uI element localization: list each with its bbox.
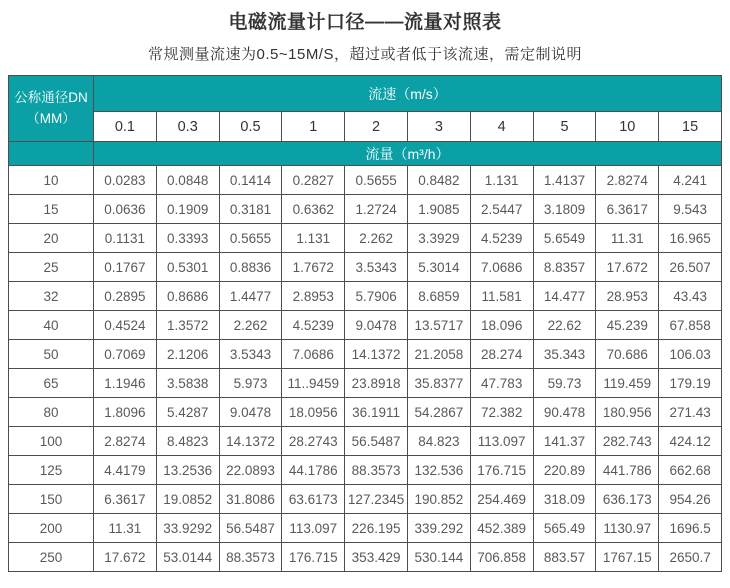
flow-value-cell: 179.19: [659, 369, 722, 398]
flow-value-cell: 530.144: [407, 543, 470, 572]
flow-value-cell: 119.459: [596, 369, 659, 398]
table-row: [9, 543, 722, 572]
flow-group-header-row: [9, 142, 722, 166]
table-row: [9, 485, 722, 514]
table-row: [9, 253, 722, 282]
flow-value-cell: 2650.7: [659, 543, 722, 572]
flow-value-cell: 0.0636: [94, 195, 157, 224]
dn-cell: 32: [9, 282, 94, 311]
flow-value-cell: 9.0478: [219, 398, 282, 427]
flow-value-cell: 3.5838: [156, 369, 219, 398]
flow-value-cell: 113.097: [470, 427, 533, 456]
flow-value-cell: 0.0283: [94, 166, 157, 195]
flow-value-cell: 180.956: [596, 398, 659, 427]
flow-value-cell: 0.1909: [156, 195, 219, 224]
flow-value-cell: 220.89: [533, 456, 596, 485]
flow-value-cell: 21.2058: [407, 340, 470, 369]
flow-value-cell: 11.31: [596, 224, 659, 253]
flow-value-cell: 17.672: [596, 253, 659, 282]
flow-value-cell: 1.4137: [533, 166, 596, 195]
flow-value-cell: 176.715: [470, 456, 533, 485]
flow-value-cell: 84.823: [407, 427, 470, 456]
flow-value-cell: 1.4477: [219, 282, 282, 311]
flow-value-cell: 4.5239: [470, 224, 533, 253]
flow-value-cell: 0.6362: [282, 195, 345, 224]
flow-value-cell: 8.4823: [156, 427, 219, 456]
velocity-group-header-row: [9, 76, 722, 112]
flow-value-cell: 13.2536: [156, 456, 219, 485]
flow-value-cell: 4.5239: [282, 311, 345, 340]
velocity-value-cell: 10: [596, 112, 659, 142]
flow-value-cell: 254.469: [470, 485, 533, 514]
flow-value-cell: 2.5447: [470, 195, 533, 224]
flow-value-cell: 0.8482: [407, 166, 470, 195]
flow-rate-table: [8, 75, 722, 572]
flow-header-spacer: [9, 142, 94, 166]
flow-value-cell: 662.68: [659, 456, 722, 485]
flow-value-cell: 22.62: [533, 311, 596, 340]
flow-value-cell: 1.9085: [407, 195, 470, 224]
flow-value-cell: 2.262: [345, 224, 408, 253]
flow-value-cell: 106.03: [659, 340, 722, 369]
flow-value-cell: 6.3617: [94, 485, 157, 514]
flow-value-cell: 0.3181: [219, 195, 282, 224]
flow-value-cell: 0.2895: [94, 282, 157, 311]
velocity-value-cell: 3: [407, 112, 470, 142]
flow-value-cell: 44.1786: [282, 456, 345, 485]
velocity-value-cell: 4: [470, 112, 533, 142]
flow-value-cell: 2.262: [219, 311, 282, 340]
flow-value-cell: 1767.15: [596, 543, 659, 572]
velocity-value-cell: 0.5: [219, 112, 282, 142]
dn-cell: 80: [9, 398, 94, 427]
flow-value-cell: 5.4287: [156, 398, 219, 427]
page-title: 电磁流量计口径——流量对照表: [228, 12, 502, 33]
dn-cell: 25: [9, 253, 94, 282]
flow-value-cell: 1.8096: [94, 398, 157, 427]
flow-value-cell: 1.131: [282, 224, 345, 253]
flow-value-cell: 441.786: [596, 456, 659, 485]
flow-value-cell: 271.43: [659, 398, 722, 427]
flow-value-cell: 0.1767: [94, 253, 157, 282]
flow-value-cell: 16.965: [659, 224, 722, 253]
flow-value-cell: 56.5487: [219, 514, 282, 543]
flow-value-cell: 452.389: [470, 514, 533, 543]
flow-value-cell: 14.1372: [345, 340, 408, 369]
page-header: [0, 0, 730, 64]
flow-value-cell: 176.715: [282, 543, 345, 572]
flow-value-cell: 706.858: [470, 543, 533, 572]
dn-cell: 15: [9, 195, 94, 224]
velocity-value-cell: 5: [533, 112, 596, 142]
flow-value-cell: 43.43: [659, 282, 722, 311]
flow-value-cell: 22.0893: [219, 456, 282, 485]
flow-value-cell: 318.09: [533, 485, 596, 514]
velocity-value-cell: 0.1: [94, 112, 157, 142]
flow-value-cell: 3.5343: [345, 253, 408, 282]
corner-header-dn: [9, 76, 94, 142]
flow-value-cell: 53.0144: [156, 543, 219, 572]
flow-value-cell: 3.5343: [219, 340, 282, 369]
dn-cell: 10: [9, 166, 94, 195]
flow-value-cell: 11.31: [94, 514, 157, 543]
table-body: [9, 166, 722, 572]
flow-value-cell: 35.8377: [407, 369, 470, 398]
flow-value-cell: 28.2743: [282, 427, 345, 456]
dn-cell: 40: [9, 311, 94, 340]
flow-value-cell: 0.4524: [94, 311, 157, 340]
flow-value-cell: 3.1809: [533, 195, 596, 224]
page-subtitle: 常规测量流速为0.5~15M/S，超过或者低于该流速，需定制说明: [148, 46, 582, 63]
flow-value-cell: 5.973: [219, 369, 282, 398]
flow-value-cell: 9.543: [659, 195, 722, 224]
flow-value-cell: 113.097: [282, 514, 345, 543]
dn-cell: 125: [9, 456, 94, 485]
flow-value-cell: 14.477: [533, 282, 596, 311]
flow-value-cell: 0.2827: [282, 166, 345, 195]
flow-value-cell: 11.581: [470, 282, 533, 311]
flow-value-cell: 0.8686: [156, 282, 219, 311]
flow-value-cell: 28.953: [596, 282, 659, 311]
flow-value-cell: 1.2724: [345, 195, 408, 224]
flow-value-cell: 3.3929: [407, 224, 470, 253]
dn-cell: 250: [9, 543, 94, 572]
velocity-value-cell: 15: [659, 112, 722, 142]
table-row: [9, 514, 722, 543]
flow-value-cell: 1130.97: [596, 514, 659, 543]
flow-value-cell: 19.0852: [156, 485, 219, 514]
flow-value-cell: 0.8836: [219, 253, 282, 282]
flow-value-cell: 0.5655: [219, 224, 282, 253]
flow-value-cell: 5.3014: [407, 253, 470, 282]
flow-value-cell: 2.1206: [156, 340, 219, 369]
velocity-group-header: 流速（m/s）: [94, 76, 722, 112]
flow-value-cell: 9.0478: [345, 311, 408, 340]
flow-value-cell: 190.852: [407, 485, 470, 514]
dn-cell: 50: [9, 340, 94, 369]
flow-value-cell: 132.536: [407, 456, 470, 485]
table-row: [9, 398, 722, 427]
flow-value-cell: 11..9459: [282, 369, 345, 398]
table-row: [9, 311, 722, 340]
dn-cell: 65: [9, 369, 94, 398]
flow-value-cell: 0.5655: [345, 166, 408, 195]
flow-value-cell: 88.3573: [219, 543, 282, 572]
flow-value-cell: 339.292: [407, 514, 470, 543]
flow-value-cell: 72.382: [470, 398, 533, 427]
flow-value-cell: 282.743: [596, 427, 659, 456]
dn-cell: 20: [9, 224, 94, 253]
velocity-value-cell: 2: [345, 112, 408, 142]
flow-value-cell: 56.5487: [345, 427, 408, 456]
flow-value-cell: 28.274: [470, 340, 533, 369]
flow-value-cell: 45.239: [596, 311, 659, 340]
flow-value-cell: 47.783: [470, 369, 533, 398]
table-row: [9, 195, 722, 224]
flow-value-cell: 127.2345: [345, 485, 408, 514]
flow-value-cell: 424.12: [659, 427, 722, 456]
table-row: [9, 456, 722, 485]
flow-value-cell: 7.0686: [470, 253, 533, 282]
flow-value-cell: 0.1414: [219, 166, 282, 195]
flow-value-cell: 14.1372: [219, 427, 282, 456]
flow-group-header: 流量（m³/h）: [94, 142, 722, 166]
flow-value-cell: 883.57: [533, 543, 596, 572]
flow-value-cell: 88.3573: [345, 456, 408, 485]
flow-value-cell: 1.131: [470, 166, 533, 195]
flow-value-cell: 0.5301: [156, 253, 219, 282]
flow-value-cell: 4.4179: [94, 456, 157, 485]
flow-value-cell: 67.858: [659, 311, 722, 340]
flow-value-cell: 1.7672: [282, 253, 345, 282]
flow-value-cell: 7.0686: [282, 340, 345, 369]
flow-value-cell: 33.9292: [156, 514, 219, 543]
dn-cell: 150: [9, 485, 94, 514]
flow-value-cell: 63.6173: [282, 485, 345, 514]
flow-value-cell: 5.6549: [533, 224, 596, 253]
flow-value-cell: 36.1911: [345, 398, 408, 427]
flow-value-cell: 4.241: [659, 166, 722, 195]
flow-value-cell: 8.6859: [407, 282, 470, 311]
flow-value-cell: 5.7906: [345, 282, 408, 311]
flow-value-cell: 1696.5: [659, 514, 722, 543]
velocity-value-cell: 0.3: [156, 112, 219, 142]
flow-value-cell: 1.3572: [156, 311, 219, 340]
flow-value-cell: 54.2867: [407, 398, 470, 427]
flow-value-cell: 141.37: [533, 427, 596, 456]
flow-value-cell: 2.8274: [94, 427, 157, 456]
flow-value-cell: 35.343: [533, 340, 596, 369]
flow-value-cell: 26.507: [659, 253, 722, 282]
flow-value-cell: 1.1946: [94, 369, 157, 398]
flow-value-cell: 8.8357: [533, 253, 596, 282]
flow-value-cell: 565.49: [533, 514, 596, 543]
flow-value-cell: 2.8953: [282, 282, 345, 311]
dn-cell: 200: [9, 514, 94, 543]
flow-value-cell: 0.0848: [156, 166, 219, 195]
flow-value-cell: 18.096: [470, 311, 533, 340]
flow-value-cell: 636.173: [596, 485, 659, 514]
table-row: [9, 427, 722, 456]
flow-value-cell: 353.429: [345, 543, 408, 572]
dn-cell: 100: [9, 427, 94, 456]
flow-value-cell: 31.8086: [219, 485, 282, 514]
flow-value-cell: 90.478: [533, 398, 596, 427]
flow-value-cell: 17.672: [94, 543, 157, 572]
flow-value-cell: 6.3617: [596, 195, 659, 224]
flow-value-cell: 59.73: [533, 369, 596, 398]
flow-value-cell: 13.5717: [407, 311, 470, 340]
flow-value-cell: 0.7069: [94, 340, 157, 369]
flow-value-cell: 18.0956: [282, 398, 345, 427]
table-row: [9, 282, 722, 311]
velocity-values-row: [9, 112, 722, 142]
corner-header-line1: 公称通径DN: [14, 89, 88, 105]
table-row: [9, 369, 722, 398]
flow-value-cell: 954.26: [659, 485, 722, 514]
flow-value-cell: 2.8274: [596, 166, 659, 195]
corner-header-line2: （MM）: [26, 110, 76, 126]
velocity-value-cell: 1: [282, 112, 345, 142]
flow-value-cell: 0.1131: [94, 224, 157, 253]
table-row: [9, 224, 722, 253]
table-row: [9, 340, 722, 369]
table-row: [9, 166, 722, 195]
flow-value-cell: 70.686: [596, 340, 659, 369]
flow-value-cell: 23.8918: [345, 369, 408, 398]
flow-value-cell: 226.195: [345, 514, 408, 543]
flow-value-cell: 0.3393: [156, 224, 219, 253]
